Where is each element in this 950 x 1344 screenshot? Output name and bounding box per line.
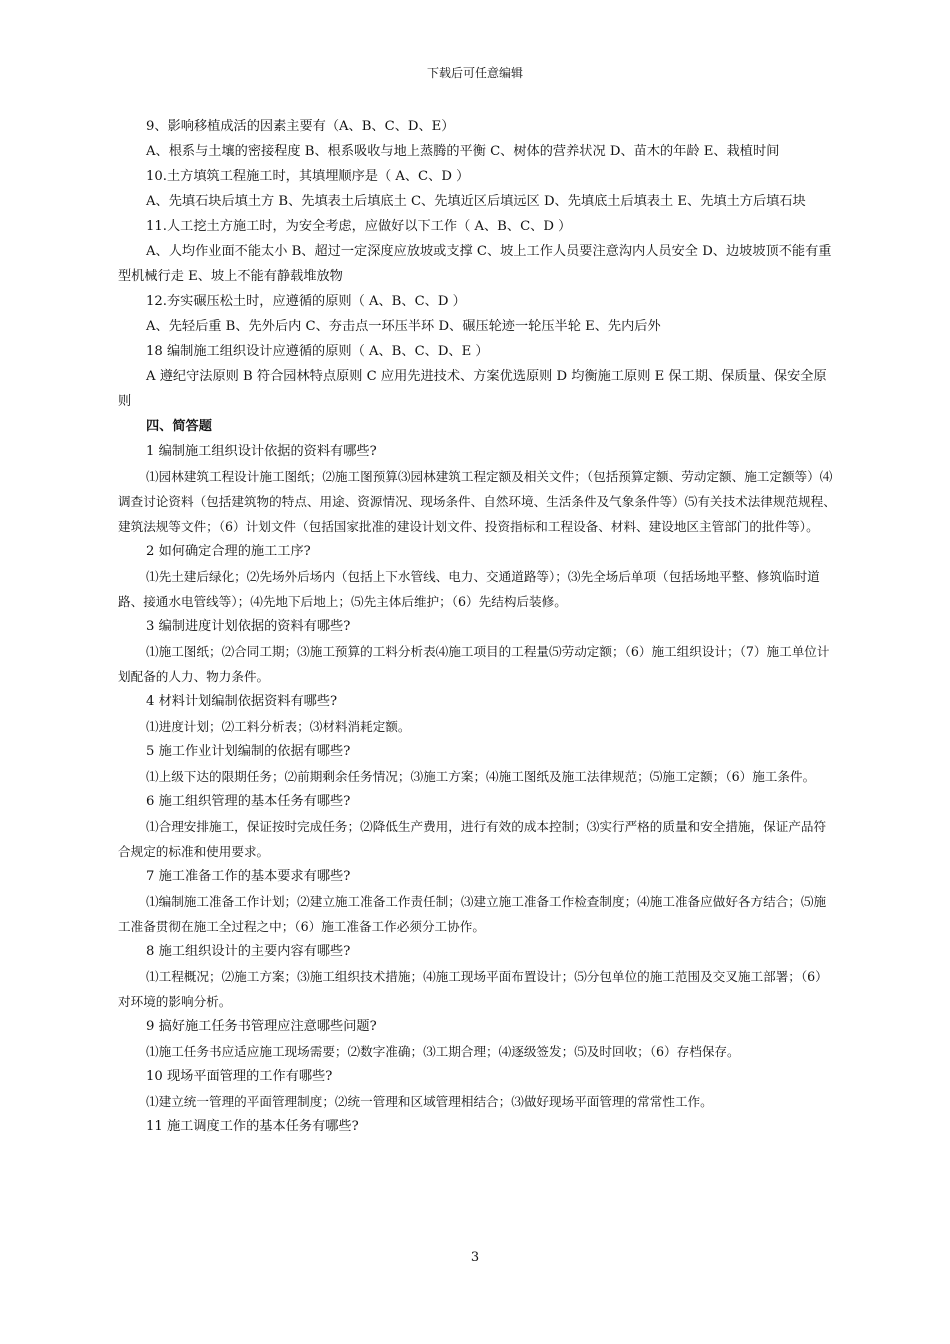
answer-paragraph: ⑴上级下达的限期任务；⑵前期剩余任务情况；⑶施工方案；⑷施工图纸及施工法律规范；⑸施工定额；（6）施工条件。 (146, 769, 816, 784)
question-paragraph: 18 编制施工组织设计应遵循的原则（ A、B、C、D、E ） (146, 344, 489, 359)
question-paragraph: A、根系与土壤的密接程度 B、根系吸收与地上蒸腾的平衡 C、树体的营养状况 D、苗木的年龄 E、栽植时间 (146, 144, 780, 159)
page-number: 3 (470, 1250, 480, 1265)
question-paragraph: 8 施工组织设计的主要内容有哪些? (146, 944, 351, 959)
section-heading: 四、简答题 (146, 419, 212, 434)
answer-paragraph: ⑴合理安排施工，保证按时完成任务；⑵降低生产费用，进行有效的成本控制；⑶实行严格的质量和安全措施，保证产品符合规定的标准和使用要求。 (118, 819, 827, 859)
question-paragraph: 7 施工准备工作的基本要求有哪些? (146, 869, 351, 884)
question-paragraph: 5 施工作业计划编制的依据有哪些? (146, 744, 351, 759)
question-paragraph: A、先轻后重 B、先外后内 C、夯击点一环压半环 D、碾压轮迹一轮压半轮 E、先内后外 (146, 319, 661, 334)
answer-paragraph: ⑴建立统一管理的平面管理制度；⑵统一管理和区域管理相结合；⑶做好现场平面管理的常常性工作。 (146, 1094, 713, 1109)
question-paragraph: 2 如何确定合理的施工工序? (146, 544, 311, 559)
answer-paragraph: ⑴施工任务书应适应施工现场需要；⑵数字准确；⑶工期合理；⑷逐级签发；⑸及时回收；（6）存档保存。 (146, 1044, 740, 1059)
answer-paragraph: ⑴先土建后绿化；⑵先场外后场内（包括上下水管线、电力、交通道路等）；⑶先全场后单项（包括场地平整、修筑临时道路、接通水电管线等）；⑷先地下后地上；⑸先主体后维护；（6）先结构后装修。 (118, 569, 820, 609)
answer-paragraph: ⑴工程概况；⑵施工方案；⑶施工组织技术措施；⑷施工现场平面布置设计；⑸分包单位的施工范围及交叉施工部署；（6）对环境的影响分析。 (118, 969, 828, 1009)
document-body (118, 114, 836, 1139)
question-paragraph: 4 材料计划编制依据资料有哪些? (146, 694, 338, 709)
question-paragraph: 10 现场平面管理的工作有哪些? (146, 1069, 333, 1084)
answer-paragraph: ⑴进度计划；⑵工料分析表；⑶材料消耗定额。 (146, 719, 411, 734)
question-paragraph: 11 施工调度工作的基本任务有哪些? (146, 1119, 359, 1134)
question-paragraph: 9、影响移植成活的因素主要有（A、B、C、D、E） (146, 119, 455, 134)
question-paragraph: A、人均作业面不能太小 B、超过一定深度应放坡或支撑 C、坡上工作人员要注意沟内人员安全 D、边坡坡顶不能有重型机械行走 E、坡上不能有静载堆放物 (118, 244, 832, 284)
question-paragraph: 11.人工挖土方施工时，为安全考虑，应做好以下工作（ A、B、C、D ） (146, 219, 572, 234)
question-paragraph: A 遵纪守法原则 B 符合园林特点原则 C 应用先进技术、方案优选原则 D 均衡施工原则 E 保工期、保质量、保安全原则 (118, 369, 827, 409)
question-paragraph: 3 编制进度计划依据的资料有哪些? (146, 619, 351, 634)
answer-paragraph: ⑴施工图纸；⑵合同工期；⑶施工预算的工料分析表⑷施工项目的工程量⑸劳动定额；（6）施工组织设计；（7）施工单位计划配备的人力、物力条件。 (118, 644, 830, 684)
question-paragraph: 6 施工组织管理的基本任务有哪些? (146, 794, 351, 809)
question-paragraph: 9 搞好施工任务书管理应注意哪些问题? (146, 1019, 377, 1034)
answer-paragraph: ⑴编制施工准备工作计划；⑵建立施工准备工作责任制；⑶建立施工准备工作检查制度；⑷施工准备应做好各方结合；⑸施工准备贯彻在施工全过程之中；（6）施工准备工作必须分工协作。 (118, 894, 827, 934)
answer-paragraph: ⑴园林建筑工程设计施工图纸；⑵施工图预算⑶园林建筑工程定额及相关文件；（包括预算定额、劳动定额、施工定额等）⑷调查讨论资料（包括建筑物的特点、用途、资源情况、现场条件、自然环境、生活条件及气象条件等）⑸有关技术法律规范规程、建筑法规等文件；（6）计划文件（包括国家批准的建设计划文件、投资指标和工程设备、材料、建设地区主管部门的批件等）。 (118, 469, 836, 534)
page-header: 下载后可任意编辑 (426, 66, 523, 80)
question-paragraph: 12.夯实碾压松土时，应遵循的原则（ A、B、C、D ） (146, 294, 466, 309)
question-paragraph: 1 编制施工组织设计依据的资料有哪些? (146, 444, 377, 459)
question-paragraph: 10.土方填筑工程施工时，其填埋顺序是（ A、C、D ） (146, 169, 470, 184)
question-paragraph: A、先填石块后填土方 B、先填表土后填底土 C、先填近区后填远区 D、先填底土后填表土 E、先填土方后填石块 (146, 194, 806, 209)
